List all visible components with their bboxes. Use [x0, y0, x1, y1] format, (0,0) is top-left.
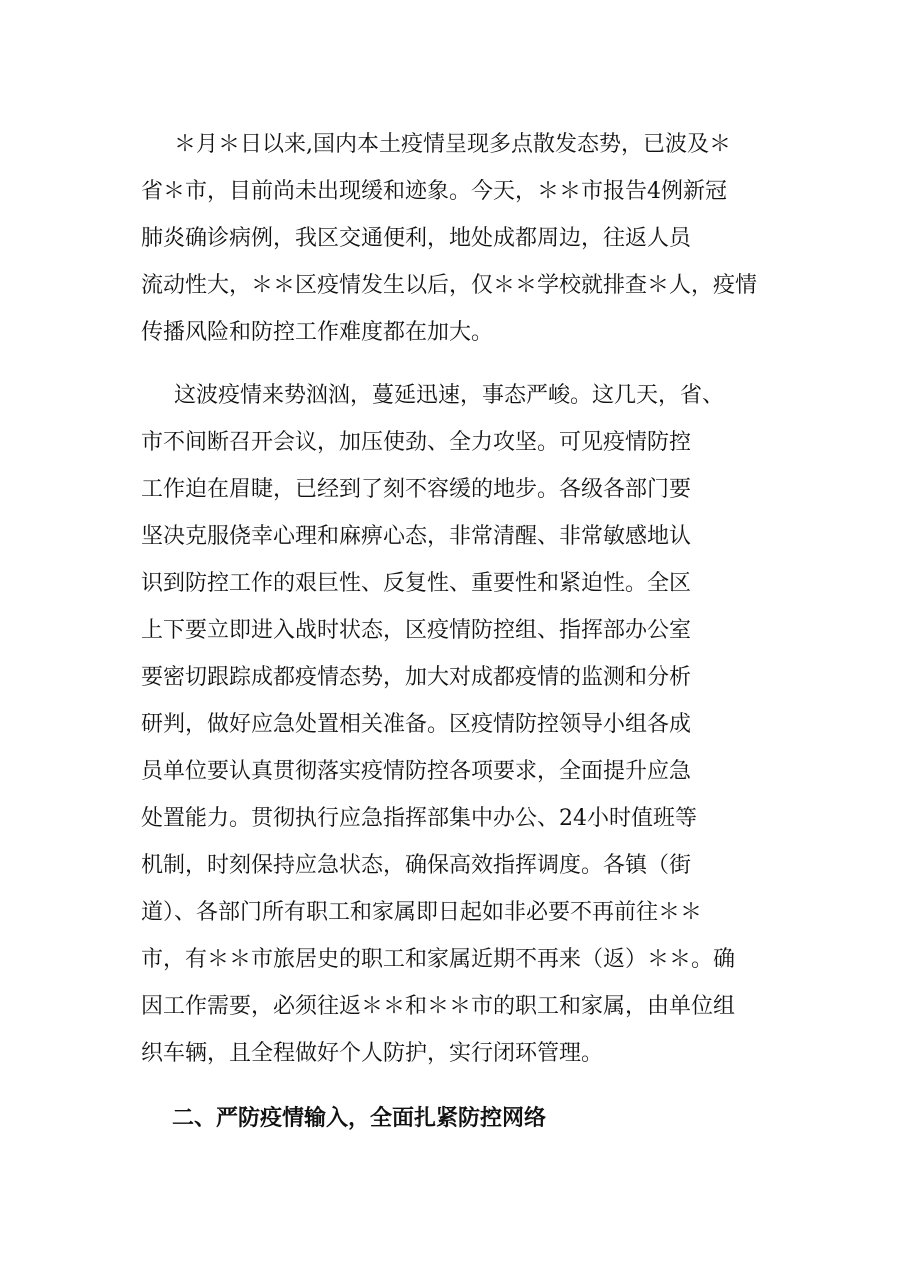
- section-heading: 二、严防疫情输入，全面扎紧防控网络: [172, 1106, 547, 1131]
- paragraph2-line-8: 研判，做好应急处置相关准备。区疫情防控领导小组各成: [141, 712, 692, 737]
- paragraph2-line-9: 员单位要认真贯彻落实疫情防控各项要求，全面提升应急: [141, 759, 692, 784]
- paragraph2-line-11: 机制，时刻保持应急状态，确保高效指挥调度。各镇（街: [141, 853, 692, 878]
- paragraph2-line-15: 织车辆，且全程做好个人防护，实行闭环管理。: [141, 1041, 604, 1066]
- paragraph2-line-2: 市不间断召开会议，加压使劲、全力攻坚。可见疫情防控: [141, 430, 692, 455]
- paragraph1-line-5: 传播风险和防控工作难度都在加大。: [141, 320, 494, 345]
- paragraph2-line-5: 识到防控工作的艰巨性、反复性、重要性和紧迫性。全区: [141, 571, 692, 596]
- paragraph1-line-2: 省＊市，目前尚未出现缓和迹象。今天，＊＊市报告4例新冠: [141, 179, 727, 204]
- paragraph2-line-4: 坚决克服侥幸心理和麻痹心态，非常清醒、非常敏感地认: [141, 524, 692, 549]
- paragraph2-line-12: 道）、各部门所有职工和家属即日起如非必要不再前往＊＊: [141, 900, 703, 925]
- paragraph2-line-6: 上下要立即进入战时状态，区疫情防控组、指挥部办公室: [141, 618, 692, 643]
- paragraph1-line-4: 流动性大，＊＊区疫情发生以后，仅＊＊学校就排查＊人，疫情: [141, 273, 758, 298]
- paragraph1-line-3: 肺炎确诊病例，我区交通便利，地处成都周边，往返人员: [141, 226, 692, 251]
- paragraph2-line-10: 处置能力。贯彻执行应急指挥部集中办公、24小时值班等: [141, 806, 697, 831]
- paragraph2-line-13: 市，有＊＊市旅居史的职工和家属近期不再来（返）＊＊。确: [141, 947, 736, 972]
- paragraph1-line-1: ＊月＊日以来,国内本土疫情呈现多点散发态势，已波及＊: [174, 132, 731, 157]
- paragraph2-line-1: 这波疫情来势汹汹，蔓延迅速，事态严峻。这几天，省、: [174, 383, 725, 408]
- paragraph2-line-14: 因工作需要，必须往返＊＊和＊＊市的职工和家属，由单位组: [141, 994, 736, 1019]
- paragraph2-line-3: 工作迫在眉睫，已经到了刻不容缓的地步。各级各部门要: [141, 477, 692, 502]
- paragraph2-line-7: 要密切跟踪成都疫情态势，加大对成都疫情的监测和分析: [141, 665, 692, 690]
